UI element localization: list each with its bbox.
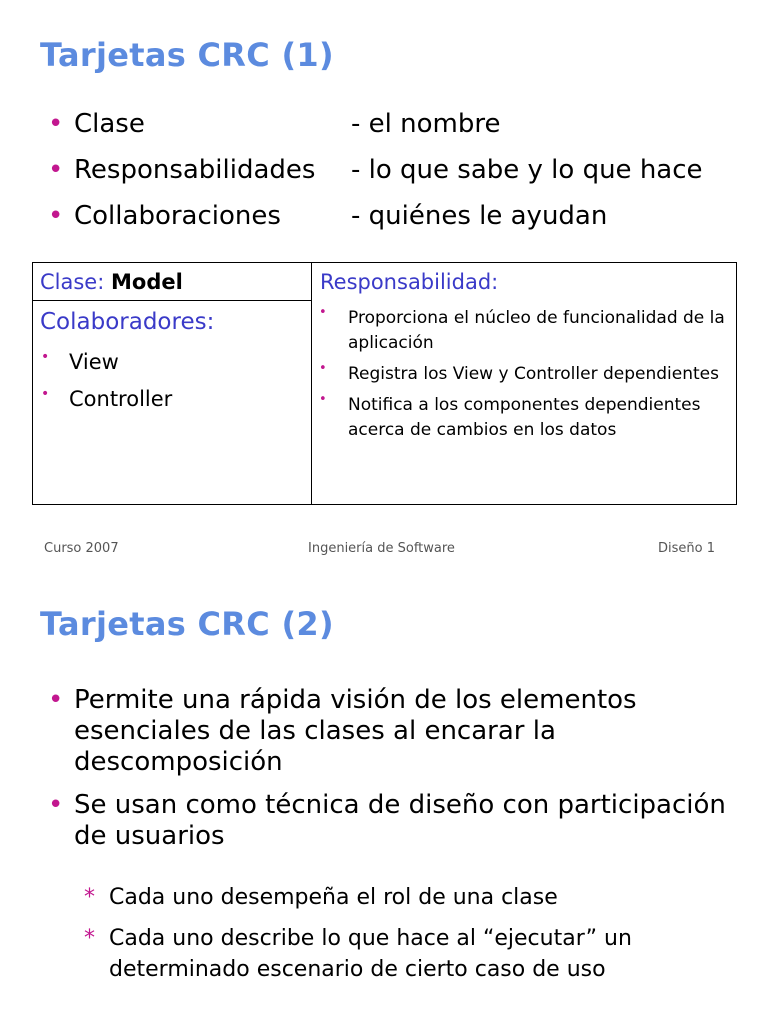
term: Clase — [74, 109, 145, 139]
responsibilities-list — [319, 306, 731, 449]
footer-page: Diseño 1 — [658, 541, 715, 556]
bullet-list — [48, 685, 738, 852]
bullet-icon: • — [41, 349, 50, 365]
slide-title: Tarjetas CRC (1) — [40, 36, 334, 74]
card-divider — [311, 263, 312, 504]
list-item — [84, 882, 704, 913]
crc-card — [32, 262, 737, 505]
definition-list — [48, 109, 703, 247]
collaborator-name: Controller — [69, 387, 173, 411]
bullet-icon: • — [48, 201, 64, 231]
class-cell — [40, 270, 183, 294]
bullet-icon: • — [48, 109, 64, 139]
term: Collaboraciones — [74, 201, 281, 231]
list-item — [48, 155, 703, 201]
term-description: - quiénes le ayudan — [351, 201, 608, 231]
bullet-text: Se usan como técnica de diseño con participación de usuarios — [74, 790, 726, 851]
collaborators-list — [41, 344, 172, 418]
slide-title: Tarjetas CRC (2) — [40, 605, 334, 643]
bullet-text: Permite una rápida visión de los elementos esenciales de las clases al encarar la descomposición — [74, 685, 637, 777]
bullet-icon: • — [41, 386, 50, 402]
responsibility-text: Registra los View y Controller dependientes — [348, 364, 719, 384]
bullet-icon: • — [319, 305, 327, 320]
list-item — [48, 109, 703, 155]
bullet-icon: • — [48, 790, 64, 820]
card-divider — [33, 300, 311, 301]
asterisk-icon: * — [84, 926, 95, 951]
list-item — [319, 393, 731, 443]
list-item — [41, 344, 172, 381]
responsibility-text: Proporciona el núcleo de funcionalidad de la aplicación — [348, 308, 725, 353]
responsibility-text: Notifica a los componentes dependientes acerca de cambios en los datos — [348, 395, 701, 440]
sub-bullet-text: Cada uno desempeña el rol de una clase — [109, 885, 558, 910]
responsibility-label: Responsabilidad: — [320, 270, 499, 294]
bullet-icon: • — [319, 392, 327, 407]
list-item — [41, 381, 172, 418]
term-description: - el nombre — [351, 109, 501, 139]
term-description: - lo que sabe y lo que hace — [351, 155, 703, 185]
asterisk-icon: * — [84, 885, 95, 910]
collaborators-label: Colaboradores: — [40, 309, 215, 335]
list-item — [48, 201, 703, 247]
sub-bullet-text: Cada uno describe lo que hace al “ejecutar” un determinado escenario de cierto caso de uso — [109, 926, 632, 982]
footer-course: Curso 2007 — [44, 541, 119, 556]
footer-subject: Ingeniería de Software — [308, 541, 455, 556]
class-name: Model — [111, 270, 183, 294]
list-item — [319, 306, 731, 356]
bullet-icon: • — [48, 155, 64, 185]
term: Responsabilidades — [74, 155, 316, 185]
list-item — [319, 362, 731, 387]
collaborator-name: View — [69, 350, 119, 374]
list-item — [84, 923, 704, 985]
class-label: Clase: — [40, 270, 105, 294]
bullet-icon: • — [319, 361, 327, 376]
sub-bullet-list — [84, 882, 704, 995]
bullet-icon: • — [48, 685, 64, 715]
list-item — [48, 790, 738, 852]
list-item — [48, 685, 738, 778]
